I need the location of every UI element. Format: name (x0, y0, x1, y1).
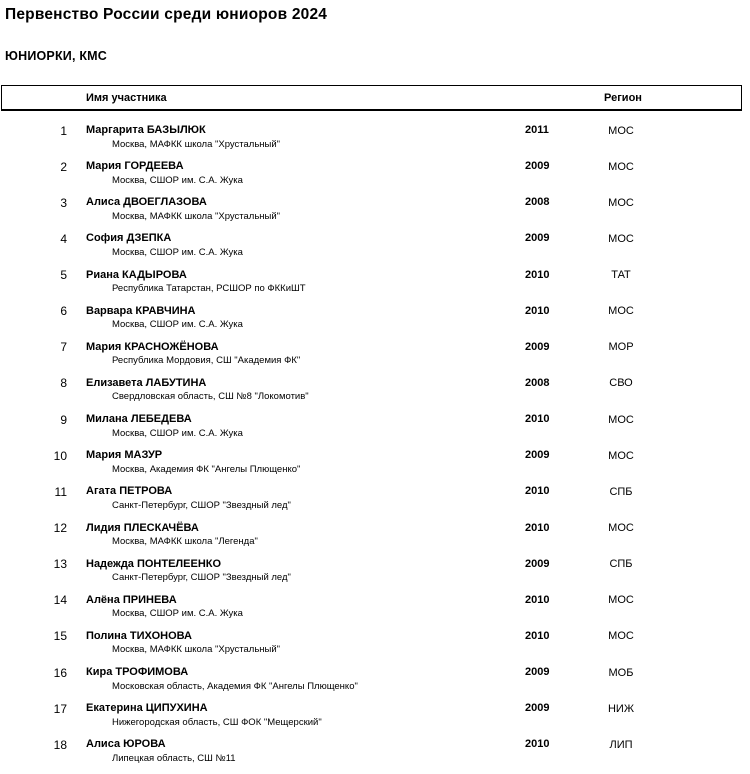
region-code: МОС (608, 449, 634, 462)
region-code: МОС (608, 232, 634, 245)
participant-club: Республика Татарстан, РСШОР по ФККиШТ (112, 283, 306, 295)
participant-name: Лидия ПЛЕСКАЧЁВА (86, 521, 199, 534)
table-row (0, 627, 750, 663)
region-code: МОР (608, 341, 634, 354)
row-number: 6 (60, 304, 67, 319)
row-number: 14 (53, 593, 67, 608)
region-code: МОС (608, 522, 634, 535)
participant-club: Москва, СШОР им. С.А. Жука (112, 319, 243, 331)
row-number: 5 (60, 268, 67, 283)
participant-club: Москва, СШОР им. С.А. Жука (112, 608, 243, 620)
participant-club: Москва, СШОР им. С.А. Жука (112, 246, 243, 258)
region-code: МОС (608, 413, 634, 426)
birth-year: 2010 (525, 738, 550, 751)
birth-year: 2009 (525, 666, 550, 679)
birth-year: 2010 (525, 593, 550, 606)
participant-club: Свердловская область, СШ №8 "Локомотив" (112, 391, 309, 403)
row-number: 12 (53, 521, 67, 536)
row-number: 1 (60, 123, 67, 138)
table-row (0, 338, 750, 374)
table-row (0, 482, 750, 518)
region-code: НИЖ (607, 702, 634, 715)
birth-year: 2009 (525, 232, 550, 245)
region-code: ТАТ (611, 269, 631, 282)
row-number: 9 (60, 412, 67, 427)
row-number: 11 (54, 484, 67, 499)
table-row (0, 446, 750, 482)
participant-name: Алиса ДВОЕГЛАЗОВА (86, 196, 207, 209)
table-row (0, 410, 750, 446)
row-number: 7 (60, 340, 67, 355)
table-row (0, 157, 750, 193)
birth-year: 2008 (525, 196, 550, 209)
table-row (0, 555, 750, 591)
participant-club: Москва, СШОР им. С.А. Жука (112, 174, 243, 186)
birth-year: 2009 (525, 160, 550, 173)
participant-club: Москва, МАФКК школа "Хрустальный" (112, 644, 281, 656)
participant-club: Республика Мордовия, СШ "Академия ФК" (112, 355, 301, 367)
birth-year: 2011 (525, 124, 549, 136)
column-header-region: Регион (604, 91, 642, 104)
region-code: ЛИП (609, 738, 633, 751)
participant-name: Варвара КРАВЧИНА (86, 304, 196, 317)
birth-year: 2010 (525, 521, 550, 534)
participant-club: Санкт-Петербург, СШОР "Звездный лед" (112, 572, 291, 584)
region-code: СВО (609, 377, 633, 390)
table-row (0, 302, 750, 338)
participant-club: Москва, МАФКК школа "Легенда" (112, 536, 258, 548)
participant-club: Москва, Академия ФК "Ангелы Плющенко" (112, 463, 301, 475)
participant-club: Московская область, Академия ФК "Ангелы Плющенко" (112, 680, 358, 692)
row-number: 16 (53, 665, 67, 680)
table-row (0, 699, 750, 735)
birth-year: 2010 (525, 413, 550, 426)
region-code: МОС (608, 160, 634, 173)
birth-year: 2009 (525, 702, 550, 715)
participant-name: Маргарита БАЗЫЛЮК (86, 124, 206, 136)
birth-year: 2009 (525, 449, 550, 462)
birth-year: 2009 (525, 557, 550, 570)
table-row (0, 591, 750, 627)
row-number: 15 (53, 629, 67, 644)
participant-name: Елизавета ЛАБУТИНА (86, 376, 207, 389)
birth-year: 2010 (525, 304, 550, 317)
table-row (0, 193, 750, 229)
birth-year: 2008 (525, 376, 550, 389)
participant-club: Липецкая область, СШ №11 (112, 752, 236, 764)
birth-year: 2010 (525, 485, 550, 498)
participant-name: София ДЗЕПКА (86, 232, 172, 245)
participant-name: Мария ГОРДЕЕВА (86, 160, 184, 173)
row-number: 8 (60, 376, 67, 391)
table-row (0, 663, 750, 699)
category-subtitle: ЮНИОРКИ, КМС (5, 49, 107, 63)
row-number: 10 (53, 448, 67, 463)
participant-name: Риана КАДЫРОВА (86, 268, 187, 281)
row-number: 17 (53, 701, 67, 716)
participant-name: Агата ПЕТРОВА (86, 485, 173, 498)
participant-club: Нижегородская область, СШ ФОК "Мещерский" (112, 716, 322, 728)
participant-club: Санкт-Петербург, СШОР "Звездный лед" (112, 499, 291, 511)
table-row (0, 374, 750, 410)
birth-year: 2010 (525, 629, 550, 642)
participant-club: Москва, СШОР им. С.А. Жука (112, 427, 243, 439)
birth-year: 2009 (525, 340, 550, 353)
row-number: 3 (60, 195, 67, 210)
participant-name: Алиса ЮРОВА (86, 738, 166, 751)
column-header-name: Имя участника (86, 91, 167, 104)
region-code: МОБ (608, 666, 634, 679)
participant-name: Милана ЛЕБЕДЕВА (86, 413, 192, 426)
table-row (0, 266, 750, 302)
participant-name: Алёна ПРИНЕВА (86, 593, 177, 606)
birth-year: 2010 (525, 268, 550, 281)
participant-club: Москва, МАФКК школа "Хрустальный" (112, 210, 281, 222)
participant-name: Мария КРАСНОЖЁНОВА (86, 340, 219, 353)
table-row (0, 519, 750, 555)
region-code: МОС (608, 305, 634, 318)
region-code: МОС (608, 124, 634, 137)
participant-name: Надежда ПОНТЕЛЕЕНКО (86, 557, 222, 570)
region-code: СПБ (609, 485, 633, 498)
row-number: 4 (60, 231, 67, 246)
table-header (1, 85, 742, 111)
table-row (0, 121, 750, 157)
participant-name: Екатерина ЦИПУХИНА (86, 702, 208, 715)
row-number: 2 (60, 159, 67, 174)
row-number: 13 (53, 557, 67, 572)
region-code: МОС (608, 196, 634, 209)
page-title: Первенство России среди юниоров 2024 (5, 6, 328, 23)
participant-name: Кира ТРОФИМОВА (86, 666, 189, 679)
region-code: МОС (608, 594, 634, 607)
table-row (0, 735, 750, 771)
participant-club: Москва, МАФКК школа "Хрустальный" (112, 138, 281, 150)
table-row (0, 229, 750, 265)
participant-name: Мария МАЗУР (86, 449, 163, 462)
region-code: СПБ (609, 558, 633, 571)
participant-name: Полина ТИХОНОВА (86, 629, 192, 642)
row-number: 18 (53, 737, 67, 752)
region-code: МОС (608, 630, 634, 643)
participant-list (0, 121, 750, 772)
